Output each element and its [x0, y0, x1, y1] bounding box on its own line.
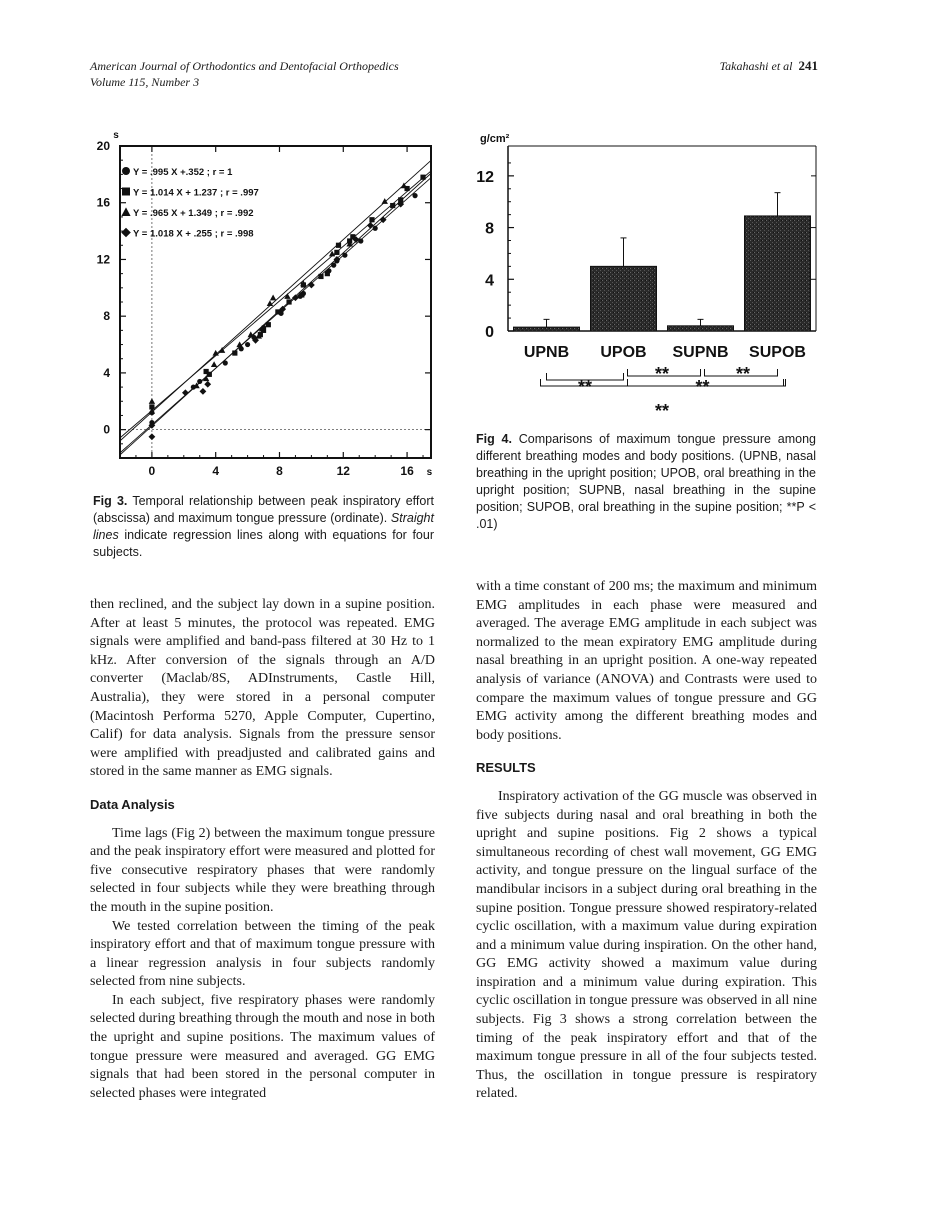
data-point — [342, 253, 347, 258]
bar — [591, 266, 657, 331]
data-point — [299, 292, 304, 297]
data-point — [275, 309, 280, 314]
data-point — [211, 361, 217, 367]
figure-4-label: Fig 4. — [476, 432, 512, 446]
significance-label: ** — [735, 364, 751, 384]
page-number: 241 — [798, 58, 818, 73]
figure-4-caption-text: Comparisons of maximum tongue pressure among different breathing modes and body positions. (UPNB, nasal breathing in the upright position; UPOB, oral breathing in the upright position; SUPNB, nasal breathing in the supine position; SUPOB, oral breathing in the supine position; **P < .01) — [476, 432, 816, 531]
data-point — [232, 350, 237, 355]
data-point — [369, 217, 374, 222]
category-label: SUPOB — [749, 344, 806, 361]
legend-label: Y = 1.014 X + 1.237 ; r = .997 — [133, 187, 259, 199]
paragraph: then reclined, and the subject lay down in a supine position. After at least 5 minutes, the protocol was repeated. EMG signals were amplified and band-pass filtered at 30 Hz to 1 kHz. After conversion of the signals through an A/D converter (Maclab/8S, ADInstruments, Castle Hill, Australia), they were stored in a personal computer (Macintosh Performa 5270, Apple Computer, Cupertino, Calif) for data analysis. Signals from the pressure sensor were amplified with preadjusted and calibrated gains and stored in the same manner as EMG signals. — [90, 597, 435, 780]
significance-label: ** — [577, 377, 593, 397]
data-point — [325, 271, 330, 276]
legend-marker — [121, 228, 131, 238]
figure-3-label: Fig 3. — [93, 494, 128, 508]
paragraph: Time lags (Fig 2) between the maximum tongue pressure and the peak inspiratory effort were measured and plotted for five consecutive respiratory phases that were randomly selected in four subjects while they were breathing through the mouth in the supine position. — [90, 825, 435, 915]
significance-label: ** — [654, 401, 670, 418]
section-heading-data-analysis: Data Analysis — [90, 796, 175, 812]
x-tick-label: 16 — [400, 464, 414, 478]
data-point — [148, 433, 155, 440]
y-tick-label: 12 — [476, 168, 494, 186]
y-tick-label: 0 — [103, 422, 110, 437]
figure-4-caption — [476, 431, 816, 533]
data-point — [390, 203, 395, 208]
y-tick-label: 8 — [485, 220, 494, 238]
y-tick-label: 16 — [96, 195, 110, 210]
scatter-chart — [88, 128, 448, 490]
legend-marker — [122, 167, 130, 175]
data-point — [286, 299, 291, 304]
y-tick-label: 12 — [96, 252, 110, 267]
significance-label: ** — [654, 364, 670, 384]
bar — [745, 216, 811, 331]
data-point — [420, 175, 425, 180]
y-tick-label: 20 — [96, 139, 110, 153]
data-point — [318, 274, 323, 279]
body-column-right — [476, 578, 817, 1104]
paragraph: In each subject, five respiratory phases were randomly selected during breathing through the mouth and nose in both the upright and supine positions. The maximum values of tongue pressure were measured and averaged. GG EMG signals that had been stored in the personal computer in selected phases were integrated — [90, 992, 435, 1101]
data-point — [308, 282, 315, 289]
data-point — [336, 243, 341, 248]
y-axis-label: g/cm² — [480, 133, 510, 145]
category-label: UPOB — [600, 344, 647, 361]
data-point — [223, 360, 228, 365]
bar — [668, 326, 734, 331]
data-point — [207, 372, 212, 377]
journal-volume: Volume 115, Number 3 — [90, 75, 200, 89]
figure-3 — [88, 128, 448, 490]
legend-marker — [121, 207, 130, 216]
y-tick-label: 0 — [485, 324, 494, 341]
y-tick-label: 8 — [103, 309, 110, 324]
bar-chart — [470, 128, 830, 418]
data-point — [412, 193, 417, 198]
author-line: Takahashi et al — [719, 59, 793, 73]
data-point — [331, 263, 336, 268]
figure-4 — [470, 128, 830, 418]
figure-3-caption — [93, 493, 434, 561]
running-header-page — [720, 58, 818, 74]
legend-label: Y = .995 X +.352 ; r = 1 — [133, 167, 233, 178]
data-point — [182, 389, 189, 396]
figure-3-caption-text: Temporal relationship between peak inspiratory effort (abscissa) and maximum tongue pressure (ordinate). — [93, 494, 434, 525]
x-tick-label: 12 — [336, 464, 350, 478]
y-axis-label: s — [113, 130, 119, 141]
figure-3-caption-italic: Straight lines — [93, 511, 434, 542]
data-point — [149, 398, 155, 404]
body-column-left — [90, 596, 435, 1103]
journal-name: American Journal of Orthodontics and Dentofacial Orthopedics — [90, 59, 399, 73]
paragraph: Inspiratory activation of the GG muscle was observed in five subjects during nasal and oral breathing in both the upright and supine positions. Fig 2 shows a typical simultaneous recording of chest wall movement, GG EMG activity, and tongue pressure on the lingual surface of the mandibular incisors in a subject during oral breathing in the supine position. Tongue pressure showed respiratory-related cyclic oscillation, with a maximum value during expiration and a minimum value during inspiration. On the other hand, GG EMG activity showed a maximum value during inspiration and a minimum value during expiration. This cyclic oscillation in tongue pressure was observed in all nine subjects. Fig 3 shows a strong correlation between the timing of the peak inspiratory effort and that of the maximum tongue pressure in all of the four subjects tested. Thus, the oscillation in tongue pressure is respiratory related. — [476, 788, 817, 1102]
y-tick-label: 4 — [485, 272, 494, 290]
data-point — [266, 322, 271, 327]
paragraph: We tested correlation between the timing of the peak inspiratory effort and that of maximum tongue pressure with a linear regression analysis in four subjects randomly selected from nine subjects. — [90, 918, 435, 990]
data-point — [373, 226, 378, 231]
x-tick-label: 0 — [148, 464, 156, 478]
category-label: UPNB — [523, 344, 570, 361]
legend-label: Y = 1.018 X + .255 ; r = .998 — [133, 228, 254, 240]
data-point — [382, 198, 388, 204]
x-tick-label: 8 — [276, 464, 283, 478]
paragraph: with a time constant of 200 ms; the maximum and minimum EMG amplitudes in each phase were measured and averaged. The average EMG amplitude in each subject was normalized to the mean expiratory EMG amplitude during nasal breathing in an upright position. A one-way repeated analysis of variance (ANOVA) and Contrasts were used to compare the maximum values of tongue pressure and GG EMG activity among the different breathing modes and body positions. — [476, 579, 817, 743]
data-point — [200, 388, 207, 395]
legend-label: Y = .965 X + 1.349 ; r = .992 — [133, 208, 254, 219]
y-tick-label: 4 — [103, 365, 110, 380]
figure-3-caption-end: indicate regression lines along with equations for four subjects. — [93, 528, 434, 559]
section-heading-results: RESULTS — [476, 760, 536, 776]
running-header-journal — [90, 58, 399, 90]
x-tick-label: 4 — [212, 464, 220, 478]
data-point — [197, 379, 202, 384]
data-point — [204, 381, 211, 388]
x-axis-label: s — [426, 467, 433, 478]
legend-marker — [122, 188, 130, 196]
category-label: SUPNB — [672, 344, 729, 361]
data-point — [334, 250, 339, 255]
significance-label: ** — [695, 377, 710, 397]
bar — [514, 327, 580, 331]
data-point — [245, 342, 250, 347]
data-point — [270, 295, 276, 301]
